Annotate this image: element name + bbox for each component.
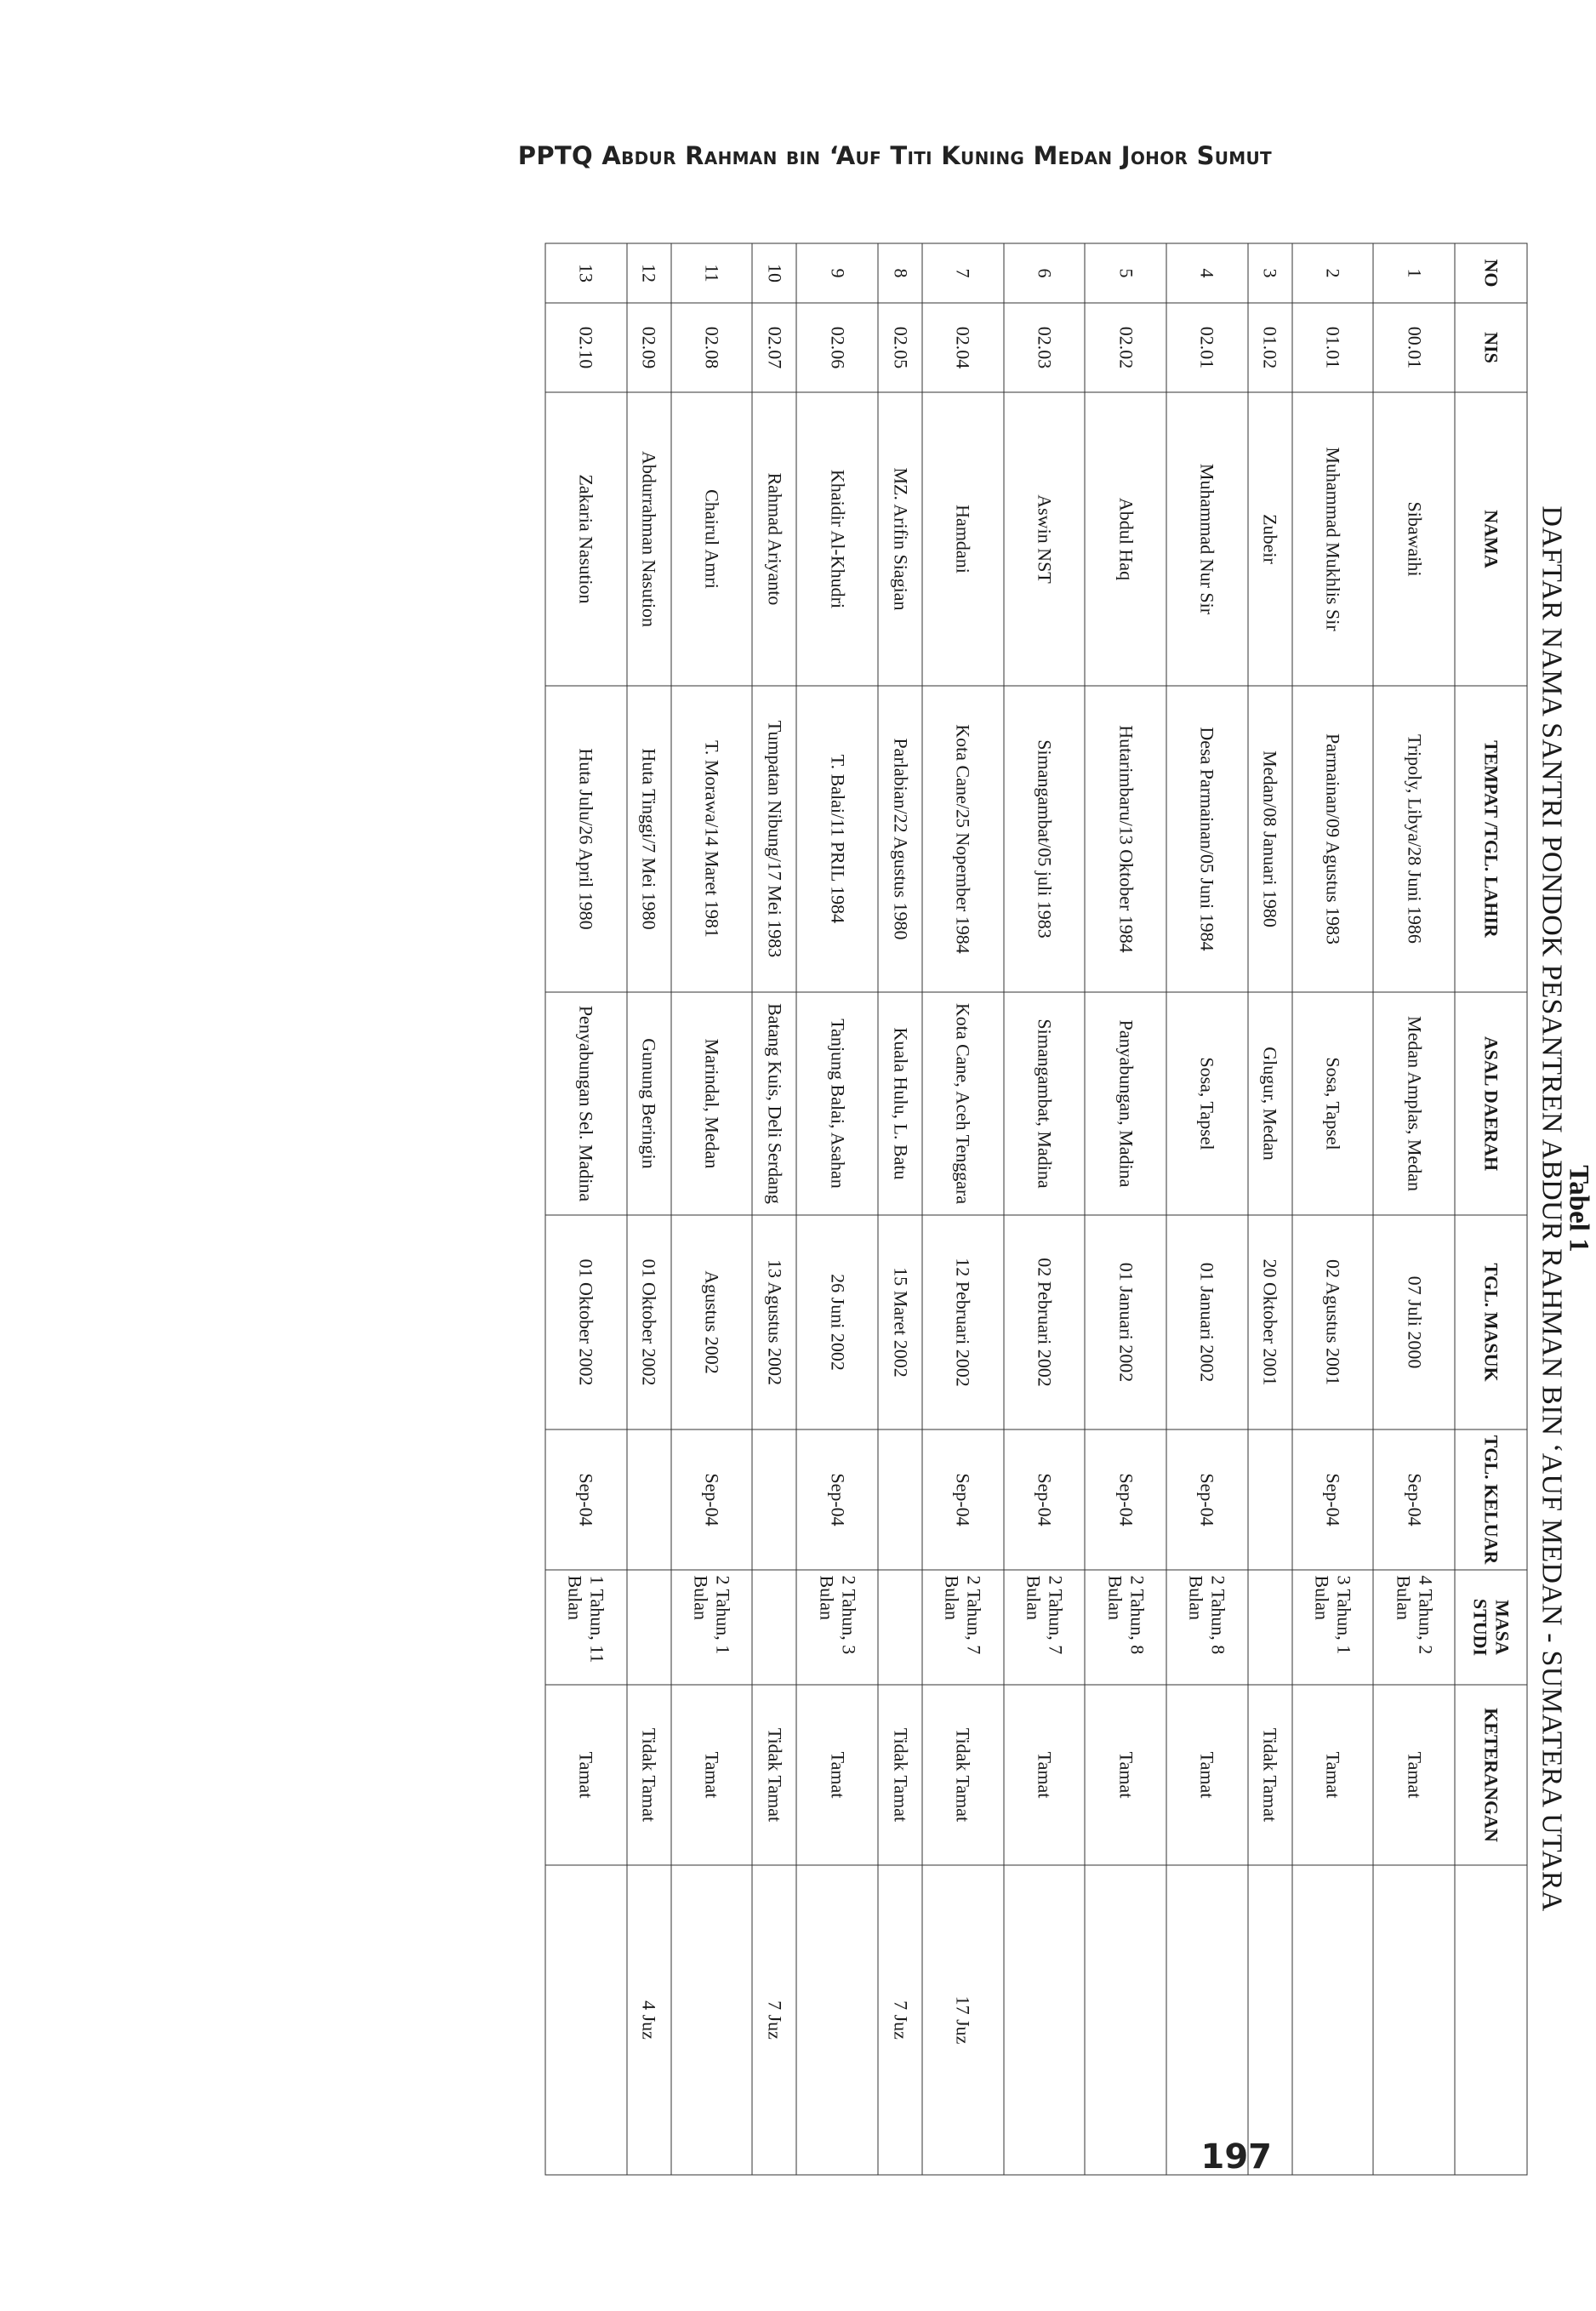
cell-masa-studi (752, 1570, 796, 1685)
cell-asal-daerah: Batang Kuis, Deli Serdang (752, 992, 796, 1215)
cell-keterangan: Tidak Tamat (1248, 1685, 1292, 1865)
col-header-nama: NAMA (1455, 392, 1527, 686)
table-row (1085, 243, 1166, 2175)
cell-keterangan: Tamat (1292, 1685, 1374, 1865)
table-row (922, 243, 1004, 2175)
table-row (627, 243, 671, 2175)
cell-tgl-masuk: 20 Oktober 2001 (1248, 1215, 1292, 1429)
cell-tgl-keluar (627, 1429, 671, 1570)
cell-nama: Abdul Haq (1085, 392, 1166, 686)
cell-asal-daerah: Kuala Hulu, L. Batu (878, 992, 922, 1215)
cell-nama: Abdurrahman Nasution (627, 392, 671, 686)
cell-no: 1 (1373, 243, 1455, 303)
col-header-no: NO (1455, 243, 1527, 303)
student-table (545, 243, 1528, 2175)
cell-tgl-keluar (1248, 1429, 1292, 1570)
cell-tempat-lahir: Huta Julu/26 April 1980 (545, 686, 627, 992)
cell-keterangan: Tamat (545, 1685, 627, 1865)
cell-hafalan (796, 1865, 878, 2175)
cell-keterangan: Tidak Tamat (752, 1685, 796, 1865)
cell-keterangan: Tidak Tamat (878, 1685, 922, 1865)
cell-masa-studi (1248, 1570, 1292, 1685)
cell-masa-studi: 3 Tahun, 1 Bulan (1292, 1570, 1374, 1685)
cell-nis: 02.06 (796, 303, 878, 392)
cell-nama: Sibawaihi (1373, 392, 1455, 686)
cell-nis: 02.09 (627, 303, 671, 392)
cell-hafalan: 7 Juz (878, 1865, 922, 2175)
cell-hafalan (1373, 1865, 1455, 2175)
cell-tempat-lahir: Huta Tinggi/7 Mei 1980 (627, 686, 671, 992)
cell-hafalan (1166, 1865, 1248, 2175)
cell-nis: 02.04 (922, 303, 1004, 392)
cell-tgl-keluar (752, 1429, 796, 1570)
cell-tgl-keluar: Sep-04 (1085, 1429, 1166, 1570)
cell-tempat-lahir: Tripoly, Libya/28 Juni 1986 (1373, 686, 1455, 992)
cell-no: 2 (1292, 243, 1374, 303)
cell-asal-daerah: Sosa, Tapsel (1292, 992, 1374, 1215)
cell-tgl-masuk: 12 Pebruari 2002 (922, 1215, 1004, 1429)
cell-hafalan: 7 Juz (752, 1865, 796, 2175)
cell-masa-studi: 2 Tahun, 7 Bulan (1004, 1570, 1086, 1685)
col-header-nis: NIS (1455, 303, 1527, 392)
table-row (1373, 243, 1455, 2175)
cell-masa-studi (878, 1570, 922, 1685)
col-header-masa-studi: MASA STUDI (1455, 1570, 1527, 1685)
cell-no: 6 (1004, 243, 1086, 303)
cell-nama: Hamdani (922, 392, 1004, 686)
cell-tempat-lahir: Parlabian/22 Agustus 1980 (878, 686, 922, 992)
cell-no: 13 (545, 243, 627, 303)
cell-tempat-lahir: T. Morawa/14 Maret 1981 (671, 686, 753, 992)
cell-asal-daerah: Tanjung Balai, Asahan (796, 992, 878, 1215)
cell-nis: 00.01 (1373, 303, 1455, 392)
cell-nis: 02.01 (1166, 303, 1248, 392)
cell-masa-studi: 2 Tahun, 8 Bulan (1085, 1570, 1166, 1685)
cell-no: 4 (1166, 243, 1248, 303)
cell-no: 11 (671, 243, 753, 303)
table-row (878, 243, 922, 2175)
cell-hafalan: 4 Juz (627, 1865, 671, 2175)
cell-tgl-keluar: Sep-04 (1292, 1429, 1374, 1570)
cell-tgl-masuk: 01 Januari 2002 (1166, 1215, 1248, 1429)
cell-tgl-keluar: Sep-04 (1166, 1429, 1248, 1570)
cell-asal-daerah: Kota Cane, Aceh Tenggara (922, 992, 1004, 1215)
table-row (796, 243, 878, 2175)
cell-hafalan (1004, 1865, 1086, 2175)
cell-tgl-masuk: 01 Oktober 2002 (545, 1215, 627, 1429)
cell-nis: 02.08 (671, 303, 753, 392)
cell-no: 10 (752, 243, 796, 303)
cell-keterangan: Tamat (671, 1685, 753, 1865)
table-row (671, 243, 753, 2175)
cell-masa-studi: 4 Tahun, 2 Bulan (1373, 1570, 1455, 1685)
cell-keterangan: Tamat (1085, 1685, 1166, 1865)
cell-tgl-masuk: 01 Oktober 2002 (627, 1215, 671, 1429)
col-header-asal-daerah: ASAL DAERAH (1455, 992, 1527, 1215)
cell-nis: 02.07 (752, 303, 796, 392)
cell-tgl-masuk: Agustus 2002 (671, 1215, 753, 1429)
table-row (1292, 243, 1374, 2175)
cell-masa-studi (627, 1570, 671, 1685)
cell-masa-studi: 2 Tahun, 1 Bulan (671, 1570, 753, 1685)
cell-no: 9 (796, 243, 878, 303)
cell-masa-studi: 2 Tahun, 7 Bulan (922, 1570, 1004, 1685)
cell-tgl-keluar: Sep-04 (796, 1429, 878, 1570)
col-header-keterangan: KETERANGAN (1455, 1685, 1527, 1865)
cell-hafalan (1248, 1865, 1292, 2175)
cell-tgl-masuk: 07 Juli 2000 (1373, 1215, 1455, 1429)
cell-tgl-keluar (878, 1429, 922, 1570)
page-number: 197 (1200, 2137, 1272, 2177)
cell-tempat-lahir: Parmainan/09 Agustus 1983 (1292, 686, 1374, 992)
cell-tempat-lahir: Hutarimbaru/13 Oktober 1984 (1085, 686, 1166, 992)
cell-tgl-masuk: 02 Agustus 2001 (1292, 1215, 1374, 1429)
cell-tempat-lahir: Kota Cane/25 Nopember 1984 (922, 686, 1004, 992)
cell-hafalan (545, 1865, 627, 2175)
cell-hafalan (671, 1865, 753, 2175)
cell-no: 12 (627, 243, 671, 303)
cell-keterangan: Tidak Tamat (922, 1685, 1004, 1865)
cell-nama: Muhammad Nur Sir (1166, 392, 1248, 686)
cell-nama: Khaidir Al-Khudri (796, 392, 878, 686)
cell-tgl-masuk: 26 Juni 2002 (796, 1215, 878, 1429)
table-title: DAFTAR NAMA SANTRI PONDOK PESANTREN ABDUR RAHMAN BIN ‘AUF MEDAN - SUMATERA UTARA (1536, 505, 1568, 1912)
cell-nis: 02.02 (1085, 303, 1166, 392)
cell-nis: 02.05 (878, 303, 922, 392)
cell-tgl-masuk: 01 Januari 2002 (1085, 1215, 1166, 1429)
cell-tempat-lahir: Desa Parmainan/05 Juni 1984 (1166, 686, 1248, 992)
cell-no: 5 (1085, 243, 1166, 303)
cell-tgl-keluar: Sep-04 (671, 1429, 753, 1570)
cell-tgl-keluar: Sep-04 (922, 1429, 1004, 1570)
cell-tgl-masuk: 15 Maret 2002 (878, 1215, 922, 1429)
table-row (545, 243, 627, 2175)
table-row (1166, 243, 1248, 2175)
cell-hafalan: 17 Juz (922, 1865, 1004, 2175)
cell-tempat-lahir: T. Balai/11 PRIL 1984 (796, 686, 878, 992)
cell-keterangan: Tidak Tamat (627, 1685, 671, 1865)
cell-nis: 02.10 (545, 303, 627, 392)
cell-asal-daerah: Penyabungan Sel. Madina (545, 992, 627, 1215)
cell-nis: 01.02 (1248, 303, 1292, 392)
cell-masa-studi: 2 Tahun, 8 Bulan (1166, 1570, 1248, 1685)
cell-hafalan (1085, 1865, 1166, 2175)
cell-no: 8 (878, 243, 922, 303)
table-header-row (1455, 243, 1527, 2175)
cell-nama: Rahmad Ariyanto (752, 392, 796, 686)
table-row (752, 243, 796, 2175)
cell-keterangan: Tamat (796, 1685, 878, 1865)
table-row (1004, 243, 1086, 2175)
cell-nama: Zubeir (1248, 392, 1292, 686)
cell-asal-daerah: Sosa, Tapsel (1166, 992, 1248, 1215)
cell-keterangan: Tamat (1373, 1685, 1455, 1865)
cell-tgl-masuk: 02 Pebruari 2002 (1004, 1215, 1086, 1429)
rotated-table-block (545, 243, 1596, 2174)
col-header-tgl-masuk: TGL. MASUK (1455, 1215, 1527, 1429)
cell-nis: 01.01 (1292, 303, 1374, 392)
col-header-tgl-keluar: TGL. KELUAR (1455, 1429, 1527, 1570)
cell-nama: Zakaria Nasution (545, 392, 627, 686)
cell-asal-daerah: Glugur, Medan (1248, 992, 1292, 1215)
cell-no: 3 (1248, 243, 1292, 303)
table-row (1248, 243, 1292, 2175)
cell-nama: MZ. Arifin Siagian (878, 392, 922, 686)
running-head: PPTQ Abdur Rahman bin ‘Auf Titi Kuning Medan Johor Sumut (517, 141, 1272, 170)
cell-masa-studi: 2 Tahun, 3 Bulan (796, 1570, 878, 1685)
cell-asal-daerah: Medan Amplas, Medan (1373, 992, 1455, 1215)
cell-tempat-lahir: Tumpatan Nibung/17 Mei 1983 (752, 686, 796, 992)
cell-asal-daerah: Gunung Beringin (627, 992, 671, 1215)
table-label: Tabel 1 (1563, 1164, 1594, 1253)
cell-tgl-keluar: Sep-04 (545, 1429, 627, 1570)
cell-tempat-lahir: Medan/08 Januari 1980 (1248, 686, 1292, 992)
cell-tgl-keluar: Sep-04 (1373, 1429, 1455, 1570)
cell-asal-daerah: Simangambat, Madina (1004, 992, 1086, 1215)
cell-asal-daerah: Marindal, Medan (671, 992, 753, 1215)
cell-nama: Muhammad Mukhlis Sir (1292, 392, 1374, 686)
cell-nama: Chairul Amri (671, 392, 753, 686)
cell-asal-daerah: Panyabungan, Madina (1085, 992, 1166, 1215)
cell-keterangan: Tamat (1166, 1685, 1248, 1865)
cell-nama: Aswin NST (1004, 392, 1086, 686)
col-header-tempat-lahir: TEMPAT /TGL. LAHIR (1455, 686, 1527, 992)
cell-tgl-masuk: 13 Agustus 2002 (752, 1215, 796, 1429)
cell-no: 7 (922, 243, 1004, 303)
cell-hafalan (1292, 1865, 1374, 2175)
cell-masa-studi: 1 Tahun, 11 Bulan (545, 1570, 627, 1685)
cell-keterangan: Tamat (1004, 1685, 1086, 1865)
cell-nis: 02.03 (1004, 303, 1086, 392)
cell-tgl-keluar: Sep-04 (1004, 1429, 1086, 1570)
cell-tempat-lahir: Simangambat/05 juli 1983 (1004, 686, 1086, 992)
col-header-hafalan (1455, 1865, 1527, 2175)
